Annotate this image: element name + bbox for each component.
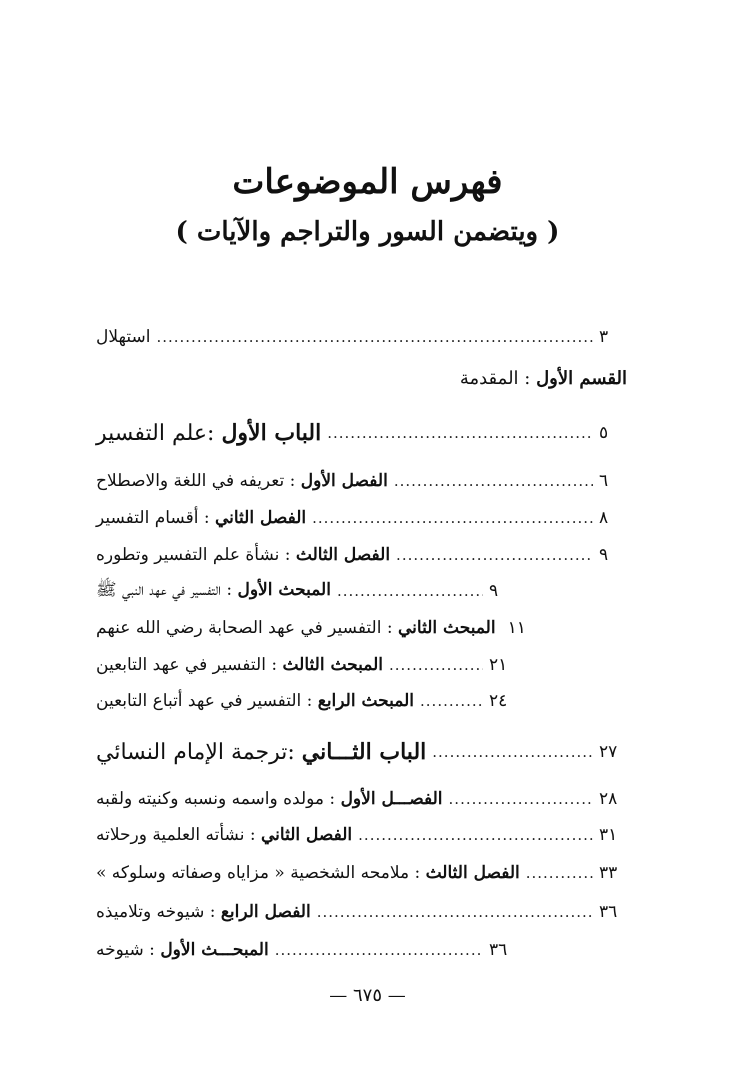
toc-entry-text: : التفسير في عهد النبي ﷺ	[96, 579, 238, 600]
toc-page-number: ٢٨	[599, 789, 618, 809]
toc-page-number: ٢٧	[599, 742, 618, 762]
toc-entry-text: : التفسير في عهد الصحابة رضي الله عنهم	[96, 618, 398, 638]
toc-entry-title	[96, 327, 150, 347]
toc-entry-text: : المقدمة	[459, 367, 537, 389]
toc-entry-heading: الفصل الأول	[300, 471, 388, 491]
dot-leader	[275, 941, 483, 959]
toc-entry-heading: المبحث الثالث	[282, 655, 383, 675]
toc-entry-title	[460, 368, 627, 389]
toc-entry-text: : نشأته العلمية ورحلاته	[96, 825, 261, 845]
dot-leader	[156, 328, 593, 346]
toc-entry	[96, 613, 526, 643]
toc-entry-text: : أقسام التفسير	[96, 508, 215, 528]
page-number: — ٦٧٥ —	[329, 985, 406, 1006]
toc-entry-text: : تعريفه في اللغة والاصطلاح	[96, 471, 301, 491]
toc-entry-title	[96, 420, 321, 446]
toc-entry	[96, 858, 627, 888]
dot-leader	[396, 546, 593, 564]
toc-entry-heading: الفصل الثالث	[295, 545, 391, 565]
toc-entry-heading: الفصل الثالث	[425, 863, 520, 883]
toc-entry-title	[96, 940, 269, 960]
toc-entry	[96, 540, 627, 570]
dot-leader	[432, 743, 593, 761]
toc-entry-heading: الفصل الثاني	[261, 825, 353, 845]
dot-leader	[449, 790, 593, 808]
toc-entry	[96, 784, 627, 814]
toc-entry-heading: المبحث الرابع	[317, 691, 415, 711]
toc-page-number: ٩	[599, 545, 609, 565]
dot-leader	[420, 692, 483, 710]
toc-entry-title	[96, 545, 390, 565]
toc-entry-text: استهلال	[96, 327, 151, 347]
toc-entry	[96, 322, 627, 352]
toc-entry-title	[96, 789, 443, 809]
toc-entry-text: : التفسير في عهد التابعين	[96, 655, 283, 675]
toc-entry	[460, 363, 627, 393]
toc-entry	[96, 466, 627, 496]
toc-entry-title	[96, 579, 331, 604]
toc-entry	[96, 576, 517, 606]
toc-entry-heading: المبحث الأول	[237, 579, 331, 600]
toc-entry	[96, 418, 627, 448]
toc-entry-text: : نشأة علم التفسير وتطوره	[96, 545, 296, 565]
toc-entry-title	[96, 825, 352, 845]
toc-entry-text: :ترجمة الإمام النسائي	[96, 740, 302, 765]
toc-entry-title	[96, 863, 520, 883]
toc-entry-text: : مولده واسمه ونسبه وكنيته ولقبه	[96, 789, 341, 809]
dot-leader	[526, 864, 593, 882]
toc-entry-heading: الفصل الرابع	[220, 902, 311, 922]
toc-entry-title	[96, 655, 383, 675]
toc-entry-title	[96, 739, 426, 765]
dot-leader	[312, 509, 593, 527]
toc-entry	[96, 897, 627, 927]
toc-entry-text: : التفسير في عهد أتباع التابعين	[96, 691, 318, 711]
toc-page-number: ٣	[599, 327, 609, 347]
toc-page-number: ٨	[599, 508, 609, 528]
dot-leader	[327, 424, 593, 442]
toc-entry	[96, 737, 627, 767]
toc-page-number: ٦	[599, 471, 609, 491]
toc-entry-text: :علم التفسير	[96, 421, 222, 446]
toc-entry-title	[96, 691, 414, 711]
toc-page-number: ١١	[507, 618, 526, 638]
toc-page-number: ٣١	[599, 825, 618, 845]
toc-entry-heading: الفصـــل الأول	[340, 789, 443, 809]
toc-entry-title	[96, 508, 306, 528]
toc-page-number: ٣٣	[599, 863, 618, 883]
page-title: فهرس الموضوعات	[232, 162, 503, 202]
toc-entry-title	[96, 618, 496, 638]
toc-entry-heading: الباب الثـــاني	[301, 739, 427, 765]
toc-entry	[96, 935, 517, 965]
toc-page-number: ٩	[489, 581, 499, 601]
toc-page-number: ٢١	[489, 655, 508, 675]
toc-entry	[96, 650, 517, 680]
toc-page-number: ٣٦	[599, 902, 618, 922]
page-subtitle: ( ويتضمن السور والتراجم والآيات )	[175, 217, 560, 247]
toc-entry-text: : ملامحه الشخصية « مزاياه وصفاته وسلوكه »	[96, 863, 426, 883]
toc-page-number: ٣٦	[489, 940, 508, 960]
toc-entry-heading: المبحث الثاني	[398, 618, 496, 638]
toc-entry-heading: المبحـــث الأول	[160, 940, 269, 960]
toc-entry-heading: القسم الأول	[536, 367, 627, 389]
toc-page-number: ٥	[599, 423, 609, 443]
dot-leader	[337, 582, 483, 600]
toc-entry	[96, 686, 517, 716]
toc-entry-text: : شيوخه	[96, 940, 161, 960]
toc-entry-heading: الفصل الثاني	[214, 508, 307, 528]
toc-entry	[96, 820, 627, 850]
dot-leader	[358, 826, 593, 844]
dot-leader	[394, 472, 593, 490]
toc-entry-title	[96, 902, 311, 922]
dot-leader	[317, 903, 593, 921]
toc-entry-heading: الباب الأول	[221, 420, 322, 446]
toc-entry-title	[96, 471, 388, 491]
toc-entry-text: : شيوخه وتلاميذه	[96, 902, 221, 922]
toc-page-number: ٢٤	[489, 691, 508, 711]
toc-entry	[96, 503, 627, 533]
dot-leader	[389, 656, 483, 674]
